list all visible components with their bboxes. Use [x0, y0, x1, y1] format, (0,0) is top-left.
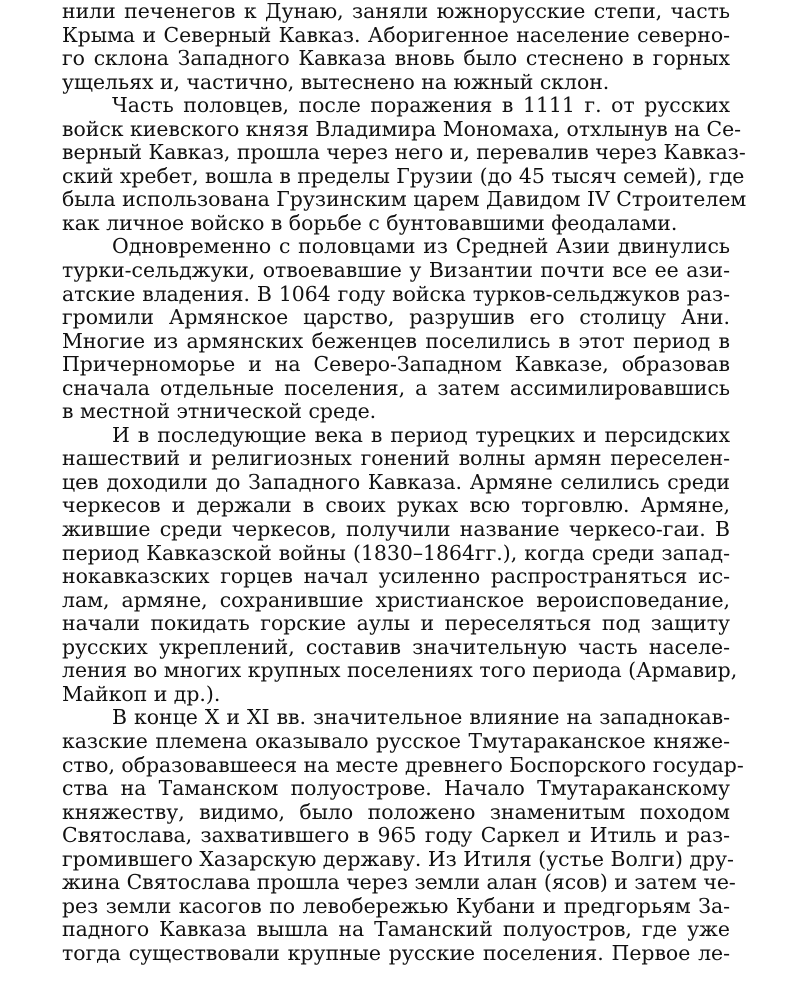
paragraph-4	[62, 422, 738, 707]
text-line: нили печенегов к Дунаю, заняли южнорусские степи, часть	[62, 0, 730, 23]
text-line: жившие среди черкесов, получили название черкесо-гаи. В	[62, 517, 730, 542]
text-line: в местной этнической среде.	[62, 399, 377, 424]
text-line: казские племена оказывало русское Тмутараканское княже-	[62, 728, 730, 753]
text-line: ство, образовавшееся на месте древнего Боспорского государ-	[62, 752, 744, 777]
text-line: начали покидать горские аулы и переселяться под защиту	[62, 611, 730, 636]
text-line: громили Армянское царство, разрушив его столицу Ани.	[62, 305, 730, 330]
text-line: цев доходили до Западного Кавказа. Армяне селились среди	[62, 469, 730, 494]
paragraph-2	[62, 93, 747, 235]
text-line: ления во многих крупных поселениях того периода (Армавир,	[62, 658, 738, 683]
text-line: ства на Таманском полуострове. Начало Тмутараканскому	[62, 776, 730, 801]
text-line: Одновременно с половцами из Средней Азии двинулись	[112, 234, 730, 259]
text-line: ущельях и, частично, вытеснено на южный склон.	[62, 69, 610, 94]
text-line: лам, армяне, сохранившие христианское вероисповедание,	[62, 587, 730, 612]
text-line: го склона Западного Кавказа вновь было стеснено в горных	[62, 46, 730, 71]
text-line: В конце X и XI вв. значительное влияние на западнокав-	[112, 705, 730, 730]
text-line: сначала отдельные поселения, а затем ассимилировавшись	[62, 375, 730, 400]
text-line: ский хребет, вошла в пределы Грузии (до 45 тысяч семей), где	[62, 163, 745, 188]
text-line: нокавказских горцев начал усиленно распространяться ис-	[62, 564, 730, 589]
text-line: русских укреплений, составив значительную часть населе-	[62, 634, 730, 659]
document-page	[62, 0, 747, 965]
text-line: нашествий и религиозных гонений волны армян переселен-	[62, 446, 730, 471]
text-line: И в последующие века в период турецких и персидских	[112, 422, 730, 447]
paragraph-1	[62, 0, 730, 94]
text-line: Многие из армянских беженцев поселились в этот период в	[62, 328, 730, 353]
text-line: Святослава, захватившего в 965 году Саркел и Итиль и раз-	[62, 823, 730, 848]
text-line: жина Святослава прошла через земли алан (ясов) и затем че-	[62, 870, 736, 895]
text-line: тогда существовали крупные русские поселения. Первое ле-	[62, 940, 730, 965]
text-line: падного Кавказа вышла на Таманский полуостров, где уже	[62, 917, 730, 942]
text-line: была использована Грузинским царем Давидом IV Строителем	[62, 187, 747, 212]
paragraph-5	[62, 705, 744, 965]
text-line: громившего Хазарскую державу. Из Итиля (устье Волги) дру-	[62, 846, 734, 871]
text-line: рез земли касогов по левобережью Кубани и предгорьям За-	[62, 893, 730, 918]
text-line: как личное войско в борьбе с бунтовавшими феодалами.	[62, 210, 678, 235]
text-line: Часть половцев, после поражения в 1111 г. от русских	[112, 93, 730, 118]
text-line: турки-сельджуки, отвоевавшие у Византии почти все ее ази-	[62, 258, 730, 283]
text-line: верный Кавказ, прошла через него и, перевалив через Кавказ-	[62, 140, 746, 165]
text-line: черкесов и держали в своих руках всю торговлю. Армяне,	[62, 493, 730, 518]
text-line: княжеству, видимо, было положено знаменитым походом	[62, 799, 730, 824]
text-line: Майкоп и др.).	[62, 681, 221, 706]
text-line: Крыма и Северный Кавказ. Аборигенное население северно-	[62, 22, 730, 47]
text-line: войск киевского князя Владимира Мономаха, отхлынув на Се-	[62, 116, 742, 141]
text-line: атские владения. В 1064 году войска турков-сельджуков раз-	[62, 281, 730, 306]
text-line: Причерноморье и на Северо-Западном Кавказе, образовав	[62, 352, 730, 377]
paragraph-3	[62, 235, 730, 423]
text-line: период Кавказской войны (1830–1864гг.), когда среди запад-	[62, 540, 730, 565]
